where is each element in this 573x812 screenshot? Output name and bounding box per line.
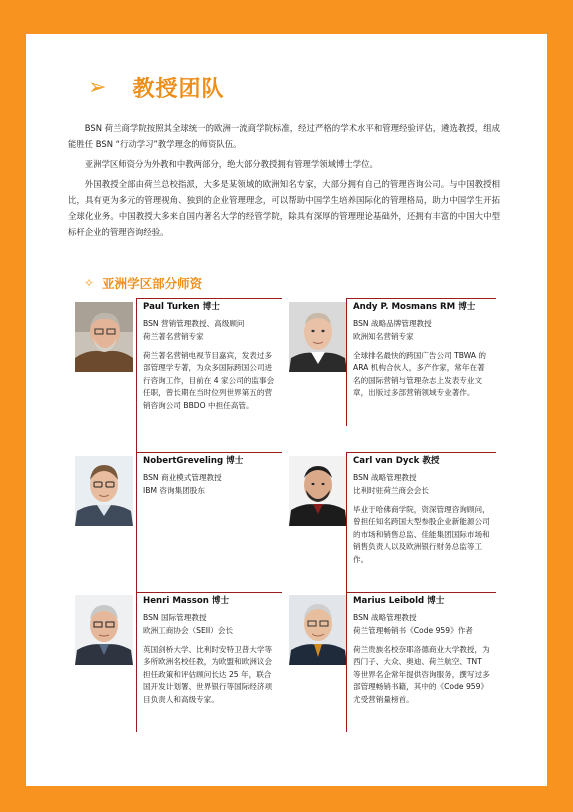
arrow-right-icon: ➢	[88, 74, 107, 100]
faculty-name: Carl van Dyck 教授	[353, 456, 440, 466]
portrait-photo	[289, 456, 347, 526]
portrait-photo	[75, 302, 133, 372]
sparkle-icon: ✧	[84, 276, 95, 290]
faculty-name: Henri Masson 博士	[143, 596, 230, 606]
faculty-name: NobertGreveling 博士	[143, 456, 244, 466]
faculty-info	[136, 592, 282, 732]
faculty-name: Paul Turken 博士	[143, 302, 220, 312]
faculty-role: IBM 咨询集团股东	[143, 485, 205, 495]
faculty-role: BSN 营销管理教授、高级顾问	[143, 319, 245, 328]
faculty-role: 荷兰管理畅销书《Code 959》作者	[353, 625, 473, 635]
portrait-photo	[289, 595, 347, 665]
section-title: 教授团队	[132, 77, 225, 102]
faculty-role: BSN 战略管理教授	[353, 473, 417, 482]
faculty-info	[346, 592, 496, 732]
faculty-role: BSN 国际管理教授	[143, 613, 207, 622]
intro-paragraph: BSN 荷兰商学院按照其全球统一的欧洲一流商学院标准，经过严格的学术水平和管理经验评估，遴选教授，组成能胜任 BSN “行动学习”教学理念的师资队伍。	[68, 123, 500, 149]
faculty-description: 毕业于哈佛商学院，资深管理咨询顾问，曾担任知名跨国大型参股企业新能源公司的市场和销售总监、佳能集团国际市场和销售负责人以及欧洲银行财务总监等工作。	[353, 505, 490, 564]
document-page	[26, 34, 547, 786]
portrait-photo	[75, 456, 133, 526]
faculty-role: BSN 战略品牌管理教授	[353, 319, 432, 328]
faculty-role: 比利时驻荷兰商会会长	[353, 485, 429, 495]
intro-text	[68, 120, 500, 244]
faculty-role: 荷兰著名营销专家	[143, 331, 204, 341]
faculty-role: 欧洲工商协会（SEII）会长	[143, 625, 234, 635]
faculty-role: BSN 商业模式管理教授	[143, 473, 222, 482]
intro-paragraph: 外国教授全部由荷兰总校指派，大多是某领域的欧洲知名专家，大部分拥有自己的管理咨询公司。与中国教授相比，具有更为多元的管理视角、独到的企业管理理念，可以帮助中国学生培养国际化的管理格局，助力中国学生开拓全球化业务。中国教授大多来自国内著名大学的经管学院，除具有深厚的管理理论基础外，还拥有丰富的中国大中型标杆企业的管理咨询经验。	[68, 179, 500, 237]
intro-paragraph: 亚洲学区师资分为外教和中教两部分，绝大部分教授拥有管理学领域博士学位。	[84, 159, 378, 169]
faculty-description: 荷兰著名营销电视节目嘉宾，发表过多部管理学专著，为众多国际跨国公司进行咨询工作，目前在 4 家公司的监事会任职，曾长期在当时位列世界第五的营销咨询公司 BBDO 中担任高管。	[143, 351, 275, 410]
faculty-description: 英国剑桥大学、比利时安特卫普大学等多所欧洲名校任教，为欧盟和欧洲议会担任政策和评估顾问长达 25 年，联合国开发计划署、世界银行等国际经济项目负责人和高级专家。	[143, 645, 273, 704]
faculty-info	[346, 298, 496, 426]
portrait-photo	[289, 302, 347, 372]
faculty-name: Marius Leibold 博士	[353, 596, 445, 606]
faculty-description: 荷兰贵族名校奈耶洛德商业大学教授，为西门子、大众、奥迪、荷兰航空、TNT 等世界名企常年提供咨询服务，撰写过多部管理畅销书籍，其中的《Code 959》尤受营销量榜首。	[353, 645, 490, 704]
section-heading	[88, 72, 224, 103]
faculty-role: BSN 战略管理教授	[353, 613, 417, 622]
faculty-name: Andy P. Mosmans RM 博士	[353, 302, 476, 312]
faculty-description: 全球排名最快的跨国广告公司 TBWA 的 ARA 机构合伙人，多产作家，常年在著名的国际营销与管理杂志上发表专业文章，出版过多部营销领域专业著作。	[353, 351, 487, 398]
faculty-role: 欧洲知名营销专家	[353, 331, 414, 341]
portrait-photo	[75, 595, 133, 665]
faculty-title: 亚洲学区部分师资	[102, 276, 203, 291]
faculty-heading	[84, 274, 202, 292]
faculty-info	[136, 298, 282, 453]
